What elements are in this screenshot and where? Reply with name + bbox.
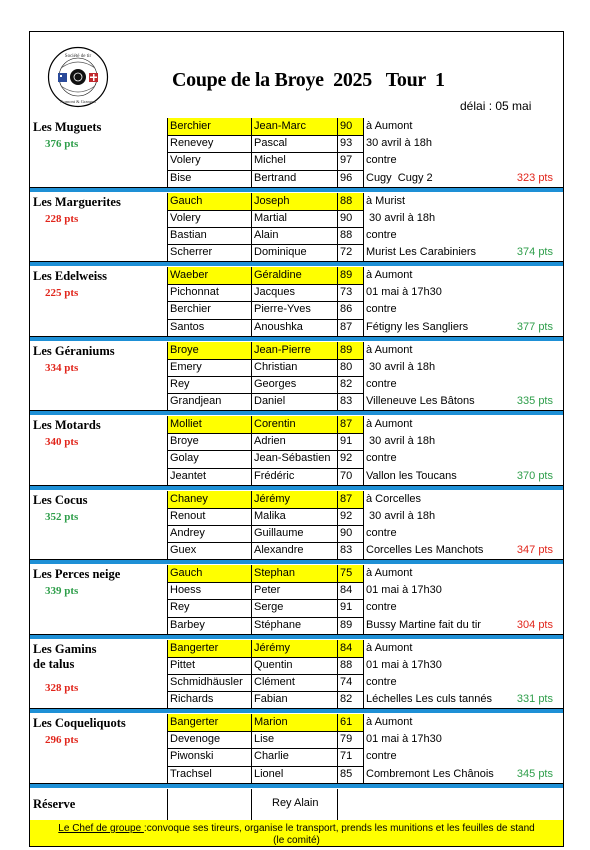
match-contre: contre [366,601,397,614]
match-opponent: Combremont Les Chânois [366,767,494,780]
match-lieu: à Murist [366,194,406,207]
player-score: 88 [340,658,353,671]
match-opponent: Villeneuve Les Bâtons [366,395,475,408]
player-score: 90 [338,118,364,135]
player-score: 96 [340,171,353,184]
player-lastname: Golay [170,452,199,465]
player-score: 84 [340,584,353,597]
footer-text: :convoque ses tireurs, organise le transport, prends les munitions et les feuilles de stand [143,823,535,834]
player-lastname: Waeber [168,267,252,284]
player-score: 74 [340,675,353,688]
team-block [30,118,563,192]
match-lieu: à Aumont [366,343,413,356]
player-firstname: Géraldine [252,267,338,284]
reserve-row [30,789,563,820]
match-opponent: Cugy Cugy 2 [366,171,433,184]
player-score: 88 [340,228,353,241]
team-points: 352 pts [45,510,79,523]
player-lastname: Richards [170,693,214,706]
match-opponent: Fétigny les Sangliers [366,320,469,333]
player-lastname: Pichonnat [170,286,219,299]
player-firstname: Jean-Pierre [252,342,338,359]
team-name: Les Muguets [33,120,102,134]
match-opponent: Murist Les Carabiniers [366,246,477,259]
player-firstname: Marion [252,714,338,731]
player-lastname: Berchier [168,118,252,135]
match-contre: contre [366,377,397,390]
player-firstname: Jacques [254,286,295,299]
match-contre: contre [366,750,397,763]
player-firstname: Frédéric [254,469,295,482]
team-separator [30,262,563,266]
opponent-points: 335 pts [516,395,553,408]
player-firstname: Michel [254,154,286,167]
match-date: 30 avril à 18h [366,360,436,373]
player-firstname: Pierre-Yves [254,303,311,316]
reserve-label: Réserve [33,797,76,811]
player-score: 89 [338,267,364,284]
opponent-points: 345 pts [516,767,553,780]
player-firstname: Charlie [254,750,289,763]
team-block [30,416,563,490]
match-opponent: Léchelles Les culs tannés [366,693,492,706]
player-score: 91 [340,601,353,614]
team-separator [30,635,563,639]
match-opponent: Vallon les Toucans [366,469,457,482]
player-firstname: Georges [254,377,297,390]
match-lieu: à Aumont [366,641,413,654]
player-lastname: Schmidhäusler [170,675,243,688]
opponent-points: 323 pts [516,171,553,184]
player-firstname: Quentin [254,658,293,671]
match-date: 30 avril à 18h [366,211,436,224]
score-sheet [29,31,564,847]
player-score: 97 [340,154,353,167]
player-firstname: Alexandre [254,544,304,557]
team-name: Les Perces neige [33,567,121,581]
team-block [30,491,563,565]
player-firstname: Jean-Marc [252,118,338,135]
player-lastname: Barbey [170,618,205,631]
player-lastname: Trachsel [170,767,212,780]
match-date: 30 avril à 18h [366,137,433,150]
player-score: 85 [340,767,353,780]
player-score: 90 [340,526,353,539]
opponent-points: 304 pts [516,618,553,631]
match-contre: contre [366,228,397,241]
team-name: Les Coqueliquots [33,716,126,730]
club-logo-icon [47,46,109,108]
match-date: 30 avril à 18h [366,435,436,448]
player-lastname: Berchier [170,303,211,316]
player-lastname: Bise [170,171,192,184]
player-lastname: Volery [170,154,201,167]
player-lastname: Grandjean [170,395,222,408]
player-firstname: Alain [254,228,279,241]
opponent-points: 347 pts [516,544,553,557]
team-separator [30,337,563,341]
team-points: 296 pts [45,734,79,746]
team-separator [30,560,563,564]
player-score: 91 [340,435,353,448]
player-firstname: Jérémy [252,491,338,508]
player-score: 83 [340,544,353,557]
player-score: 90 [340,211,353,224]
player-lastname: Rey [170,601,190,614]
match-date: 01 mai à 17h30 [366,584,442,597]
player-score: 93 [340,137,353,150]
player-score: 92 [340,509,353,522]
player-firstname: Stephan [252,565,338,582]
player-lastname: Broye [168,342,252,359]
team-points: 334 pts [45,361,79,374]
player-firstname: Anoushka [254,320,303,333]
player-firstname: Adrien [254,435,286,448]
match-lieu: à Aumont [366,269,413,281]
player-lastname: Scherrer [170,246,213,259]
match-lieu: à Aumont [366,418,413,430]
team-separator [30,188,563,192]
player-firstname: Bertrand [254,171,297,184]
player-firstname: Malika [254,509,286,522]
team-name: Les Gamins de talus [33,641,97,671]
player-lastname: Broye [170,435,199,448]
player-lastname: Molliet [168,416,252,433]
team-separator [30,486,563,490]
team-separator [30,784,563,788]
team-points: 225 pts [45,287,79,299]
player-score: 72 [340,246,353,259]
player-firstname: Fabian [254,693,288,706]
match-date: 01 mai à 17h30 [366,286,442,299]
player-firstname: Jérémy [252,640,338,657]
player-lastname: Bangerter [168,640,252,657]
player-score: 83 [340,395,353,408]
team-points: 228 pts [45,212,79,225]
team-name: Les Motards [33,418,101,432]
footer-role: Le Chef de groupe [58,823,144,834]
team-points: 339 pts [45,585,79,597]
player-lastname: Emery [170,360,202,373]
player-lastname: Andrey [170,526,205,539]
player-score: 70 [340,469,353,482]
team-points: 340 pts [45,436,79,448]
team-name: Les Géraniums [33,343,115,358]
player-lastname: Gauch [168,193,252,210]
player-score: 80 [340,360,353,373]
player-score: 82 [340,693,353,706]
team-block [30,193,563,267]
player-firstname: Joseph [252,193,338,210]
player-score: 61 [338,714,364,731]
team-block [30,714,563,788]
match-date: 01 mai à 17h30 [366,733,442,746]
player-lastname: Renout [170,509,206,522]
team-name: Les Edelweiss [33,269,107,283]
player-firstname: Lionel [254,767,284,780]
match-opponent: Corcelles Les Manchots [366,544,484,557]
player-lastname: Bastian [170,228,207,241]
player-lastname: Renevey [170,137,214,150]
player-lastname: Devenoge [170,733,221,746]
header [30,32,563,118]
player-score: 87 [340,320,353,333]
player-score: 84 [338,640,364,657]
team-block [30,342,563,416]
player-lastname: Rey [170,377,190,390]
player-lastname: Chaney [168,491,252,508]
footer-note [30,820,563,847]
team-name: Les Cocus [33,492,88,507]
match-date: 30 avril à 18h [366,509,436,522]
player-firstname: Clément [254,675,295,688]
player-firstname: Lise [254,733,275,746]
player-lastname: Gauch [168,565,252,582]
player-score: 82 [340,377,353,390]
player-firstname: Jean-Sébastien [254,452,331,465]
page-title: Coupe de la Broye 2025 Tour 1 [172,69,445,91]
player-lastname: Pittet [170,658,196,671]
match-lieu: à Aumont [366,716,413,728]
player-lastname: Santos [170,320,205,333]
match-contre: contre [366,675,397,688]
team-points: 328 pts [45,681,79,694]
team-block [30,267,563,341]
match-date: 01 mai à 17h30 [366,658,442,671]
player-score: 87 [338,416,364,433]
opponent-points: 331 pts [516,693,553,706]
match-contre: contre [366,154,397,167]
match-lieu: à Aumont [366,120,413,132]
player-firstname: Corentin [252,416,338,433]
player-firstname: Pascal [254,137,288,150]
player-firstname: Martial [254,211,288,224]
team-separator [30,709,563,713]
match-contre: contre [366,452,397,465]
player-firstname: Serge [254,601,284,614]
match-contre: contre [366,303,397,316]
match-lieu: à Corcelles [366,492,422,505]
player-firstname: Daniel [254,395,286,408]
player-lastname: Volery [170,211,201,224]
footer-signature: (le comité) [273,835,320,846]
player-firstname: Dominique [254,246,307,259]
opponent-points: 377 pts [516,320,553,333]
player-score: 89 [340,618,353,631]
team-points: 376 pts [45,138,79,150]
player-firstname: Peter [254,584,281,597]
deadline-text: délai : 05 mai [460,99,532,113]
team-name: Les Marguerites [33,194,121,209]
player-lastname: Jeantet [170,469,207,482]
team-separator [30,411,563,415]
match-lieu: à Aumont [366,567,413,579]
opponent-points: 370 pts [516,469,553,482]
svg-text:Société de tir: Société de tir [64,54,92,59]
player-lastname: Piwonski [170,750,214,763]
player-score: 86 [340,303,353,316]
player-score: 89 [338,342,364,359]
player-score: 88 [338,193,364,210]
team-block [30,640,563,714]
player-score: 75 [338,565,364,582]
player-firstname: Guillaume [254,526,304,539]
opponent-points: 374 pts [516,246,553,259]
player-score: 79 [340,733,353,746]
player-lastname: Guex [170,544,197,557]
match-contre: contre [366,526,397,539]
player-score: 92 [340,452,353,465]
player-firstname: Christian [254,360,298,373]
player-firstname: Stéphane [254,618,302,631]
player-score: 87 [338,491,364,508]
player-lastname: Hoess [170,584,202,597]
player-lastname: Bangerter [168,714,252,731]
player-score: 71 [340,750,353,763]
match-opponent: Bussy Martine fait du tir [366,618,481,631]
svg-text:Aumont & Granges: Aumont & Granges [60,99,96,104]
team-block [30,565,563,639]
player-score: 73 [340,286,353,299]
reserve-name: Rey Alain [272,797,319,809]
